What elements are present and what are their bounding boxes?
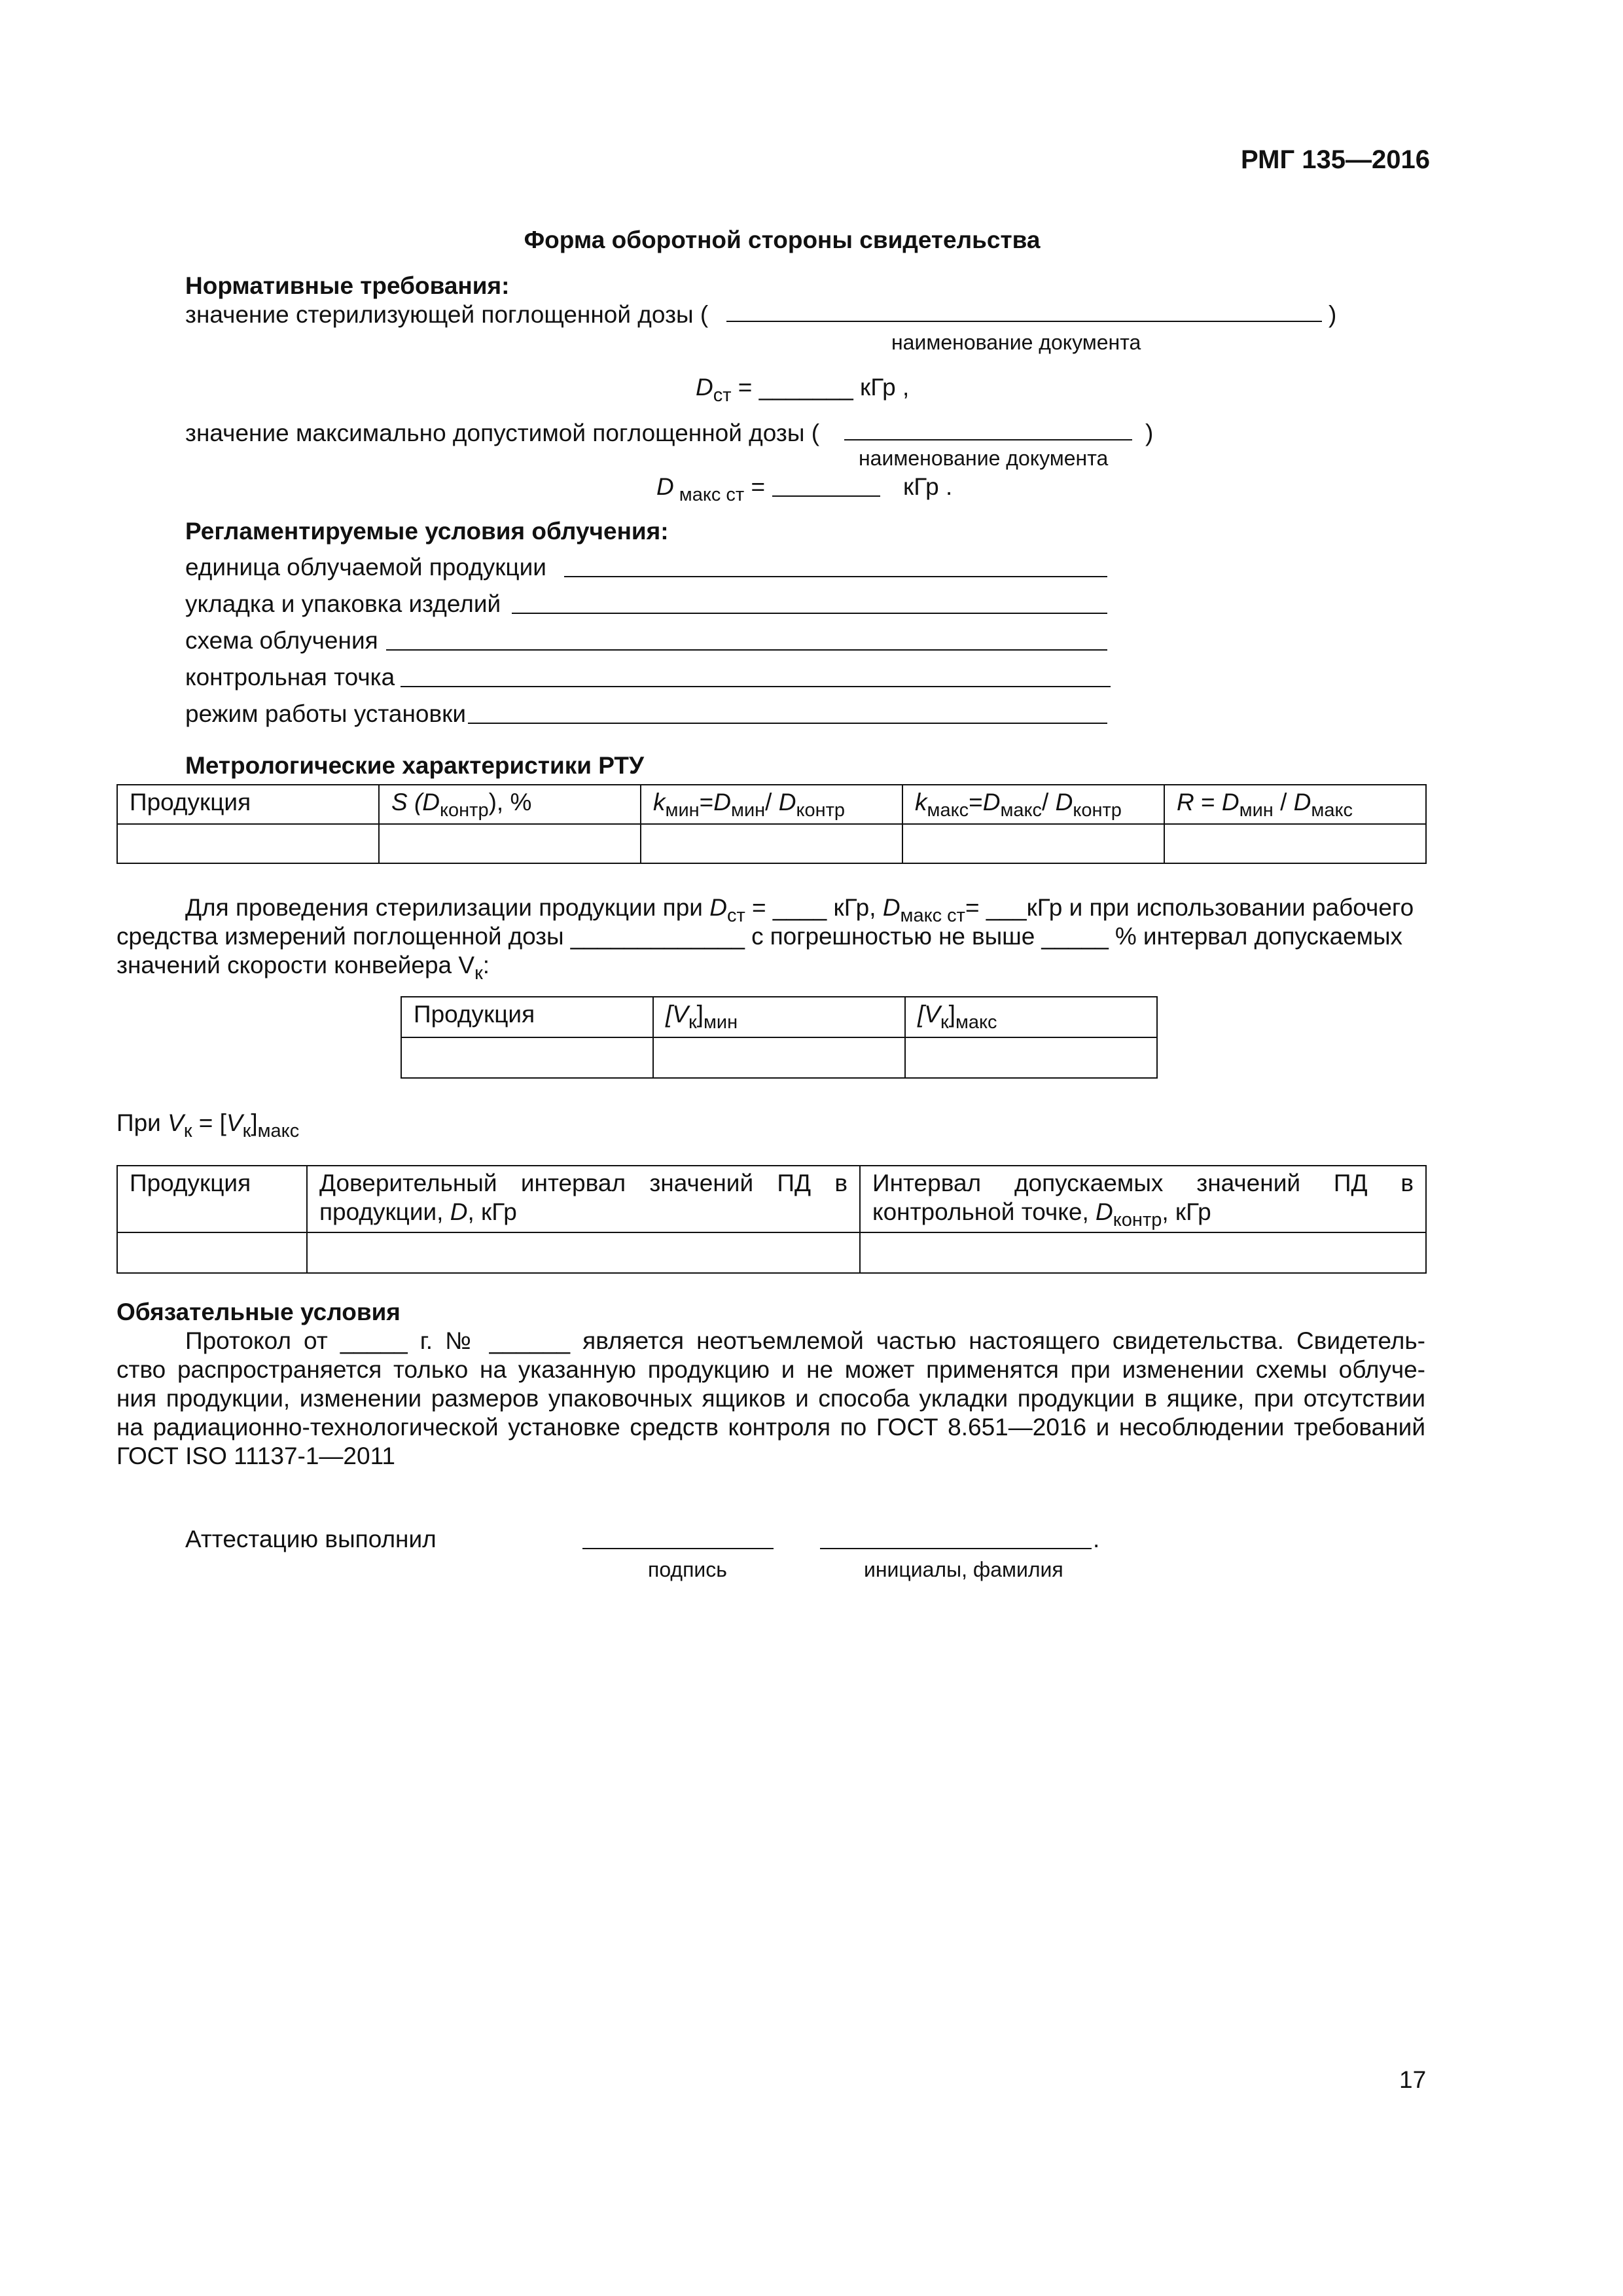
col3-line1: Интервал допускаемых значений ПД в — [872, 1170, 1414, 1196]
interval-cell-allowed[interactable] — [860, 1232, 1426, 1273]
d-var: D — [713, 789, 731, 816]
d2-var: D — [1055, 789, 1073, 816]
paren-close: ) — [1329, 301, 1337, 328]
metrology-cell-s[interactable] — [379, 824, 641, 863]
slash: / — [1273, 789, 1294, 816]
speed-p1b: = ____ кГр, — [745, 894, 883, 921]
regulated-blank-unit[interactable] — [564, 576, 1107, 577]
table-row — [117, 1232, 1426, 1273]
interval-table — [116, 1165, 1427, 1274]
d-sub: ст — [726, 905, 745, 926]
eq: = [ — [192, 1109, 226, 1136]
dmax-var: D — [656, 473, 674, 500]
name-caption: инициалы, фамилия — [864, 1558, 1063, 1581]
k-var: k — [915, 789, 927, 816]
doc-caption-2: наименование документа — [859, 446, 1109, 470]
d-var: D — [450, 1198, 468, 1225]
v-var: [V — [918, 1001, 940, 1028]
d-var: D — [1221, 789, 1240, 816]
colon: : — [482, 952, 490, 978]
regulated-blank-scheme[interactable] — [386, 649, 1107, 651]
name-blank[interactable] — [820, 1548, 1092, 1549]
text: , кГр — [467, 1198, 517, 1225]
dmax-sub: макс ст — [673, 484, 745, 505]
d-sub: контр — [440, 800, 489, 821]
speed-table — [401, 996, 1158, 1079]
d2-var: D — [778, 789, 796, 816]
doc-caption-1: наименование документа — [891, 331, 1141, 354]
text: контрольной точке, — [872, 1198, 1096, 1225]
d-var: D — [422, 789, 440, 816]
page-number: 17 — [1399, 2066, 1427, 2093]
eq: = — [1194, 789, 1222, 816]
speed-cell-vmin[interactable] — [653, 1037, 905, 1078]
speed-line-2: средства измерений поглощенной дозы _____________ с погрешностью не выше _____ % интервал допускаемых — [116, 923, 1402, 950]
speed-line-3 — [116, 951, 490, 984]
v-sub: к — [688, 1012, 697, 1033]
d-sub: мин — [731, 800, 766, 821]
speed-cell-vmax[interactable] — [905, 1037, 1157, 1078]
dst-var: D — [696, 374, 713, 401]
v-var: [V — [666, 1001, 688, 1028]
interval-col-confidence — [307, 1166, 860, 1232]
metrology-cell-product[interactable] — [117, 824, 379, 863]
mandatory-line-2: ство распространяется только на указанную продукцию и не может применятся при изменении схемы облуче- — [116, 1356, 1425, 1383]
dst-sub: ст — [713, 385, 732, 406]
mandatory-line-3: ния продукции, изменении размеров упаковочных ящиков и способа укладки продукции в ящике, при отсутствии — [116, 1385, 1425, 1412]
text: , кГр — [1162, 1198, 1211, 1225]
col3-line2 — [872, 1198, 1414, 1230]
speed-cell-product[interactable] — [401, 1037, 653, 1078]
d2-var: D — [1293, 789, 1311, 816]
d-var: D — [1096, 1198, 1113, 1225]
max-sub: макс — [257, 1121, 300, 1141]
interval-cell-confidence[interactable] — [307, 1232, 860, 1273]
table-row — [401, 1037, 1157, 1078]
v-sub: к — [940, 1012, 949, 1033]
dmax-formula — [656, 473, 766, 505]
cell-text: Продукция — [130, 1170, 251, 1196]
paren-close-2: ) — [1145, 420, 1154, 446]
regulated-item-mode: режим работы установки — [185, 700, 467, 727]
d2-var: D — [882, 894, 901, 921]
regulated-item-packing: укладка и упаковка изделий — [185, 590, 501, 617]
mandatory-line-5: ГОСТ ISO 11137-1—2011 — [116, 1443, 395, 1469]
pre: При — [116, 1109, 168, 1136]
d-var: D — [709, 894, 727, 921]
v2-sub: к — [242, 1121, 251, 1141]
speed-p1: Для проведения стерилизации продукции при — [185, 894, 710, 921]
k-var: k — [653, 789, 666, 816]
regulated-item-scheme: схема облучения — [185, 627, 378, 654]
regulated-blank-mode[interactable] — [468, 723, 1107, 724]
interval-cell-product[interactable] — [117, 1232, 307, 1273]
attest-label: Аттестацию выполнил — [185, 1526, 437, 1552]
eq: = — [699, 789, 714, 816]
metrology-col-s — [379, 785, 641, 824]
speed-col-vmin — [653, 997, 905, 1037]
metrology-cell-r[interactable] — [1164, 824, 1426, 863]
table-header-row — [117, 1166, 1426, 1232]
v-var: V — [168, 1109, 184, 1136]
v-sub: к — [474, 963, 483, 984]
slash: / — [1042, 789, 1056, 816]
dmax-unit: кГр . — [903, 473, 953, 500]
v-sub: к — [183, 1121, 192, 1141]
k-sub: макс — [927, 800, 969, 821]
attest-dot: . — [1093, 1526, 1100, 1552]
at-vk-line — [116, 1109, 300, 1141]
metrology-cell-kmin[interactable] — [641, 824, 902, 863]
regulated-item-control-point: контрольная точка — [185, 664, 395, 691]
table-header-row — [401, 997, 1157, 1037]
mandatory-line-1: Протокол от _____ г. № ______ является неотъемлемой частью настоящего свидетельства. Свидетель- — [185, 1327, 1425, 1354]
bracket: ] — [696, 1001, 704, 1028]
cell-text: Продукция — [414, 1001, 535, 1028]
max-dose-label: значение максимально допустимой поглощенной дозы ( — [185, 420, 820, 446]
metrology-col-kmax — [902, 785, 1164, 824]
v2-var: V — [226, 1109, 243, 1136]
min-sub: мин — [703, 1012, 738, 1033]
metrology-table — [116, 784, 1427, 864]
table-row — [117, 824, 1426, 863]
col2-line1: Доверительный интервал значений ПД в — [319, 1170, 847, 1196]
bracket: ] — [948, 1001, 955, 1028]
bracket: ] — [251, 1109, 258, 1136]
k-sub: мин — [665, 800, 700, 821]
form-title: Форма оборотной стороны свидетельства — [524, 226, 1041, 253]
regulated-heading: Регламентируемые условия облучения: — [185, 518, 669, 545]
speed-p1c: = ___кГр и при использовании рабочего — [965, 894, 1414, 921]
slash: / — [765, 789, 779, 816]
mandatory-heading: Обязательные условия — [116, 1299, 401, 1325]
max-sub: макс — [955, 1012, 997, 1033]
text: продукции, — [319, 1198, 450, 1225]
d2-sub: контр — [796, 800, 846, 821]
normative-heading: Нормативные требования: — [185, 272, 510, 299]
r-var: R — [1177, 789, 1194, 816]
d-sub: макс — [1000, 800, 1043, 821]
signature-caption: подпись — [648, 1558, 727, 1581]
s-var: S ( — [391, 789, 423, 816]
metrology-heading: Метрологические характеристики РТУ — [185, 752, 645, 779]
dst-tail: = _______ кГр , — [731, 374, 910, 401]
steril-dose-doc-blank[interactable] — [726, 321, 1322, 322]
table-header-row — [117, 785, 1426, 824]
mandatory-line-4: на радиационно-технологической установке средств контроля по ГОСТ 8.651—2016 и несоблюдении требований — [116, 1414, 1425, 1441]
d-var: D — [982, 789, 1001, 816]
regulated-blank-control-point[interactable] — [401, 686, 1111, 687]
regulated-item-unit: единица облучаемой продукции — [185, 554, 546, 581]
dmax-eq: = — [744, 473, 766, 500]
steril-dose-label: значение стерилизующей поглощенной дозы ( — [185, 301, 709, 328]
signature-blank[interactable] — [582, 1548, 774, 1549]
metrology-cell-kmax[interactable] — [902, 824, 1164, 863]
d-sub: мин — [1239, 800, 1274, 821]
max-dose-doc-blank[interactable] — [844, 439, 1132, 440]
eq: = — [969, 789, 983, 816]
d2-sub: макс — [1311, 800, 1353, 821]
metrology-col-kmin — [641, 785, 902, 824]
speed-p3: значений скорости конвейера V — [116, 952, 475, 978]
interval-col-allowed — [860, 1166, 1426, 1232]
d2-sub: макс ст — [900, 905, 965, 926]
col2-line2 — [319, 1198, 847, 1227]
dst-formula — [696, 373, 910, 406]
d-sub: контр — [1113, 1210, 1162, 1230]
metrology-col-product — [117, 785, 379, 824]
speed-col-product — [401, 997, 653, 1037]
regulated-blank-packing[interactable] — [512, 613, 1107, 614]
d2-sub: контр — [1073, 800, 1122, 821]
speed-col-vmax — [905, 997, 1157, 1037]
s-post: ), % — [488, 789, 532, 816]
cell-text: Продукция — [130, 789, 251, 816]
metrology-col-r — [1164, 785, 1426, 824]
dmax-value-blank[interactable] — [772, 495, 880, 497]
interval-col-product — [117, 1166, 307, 1232]
document-code: РМГ 135—2016 — [1241, 145, 1430, 174]
speed-line-1 — [185, 893, 1414, 926]
